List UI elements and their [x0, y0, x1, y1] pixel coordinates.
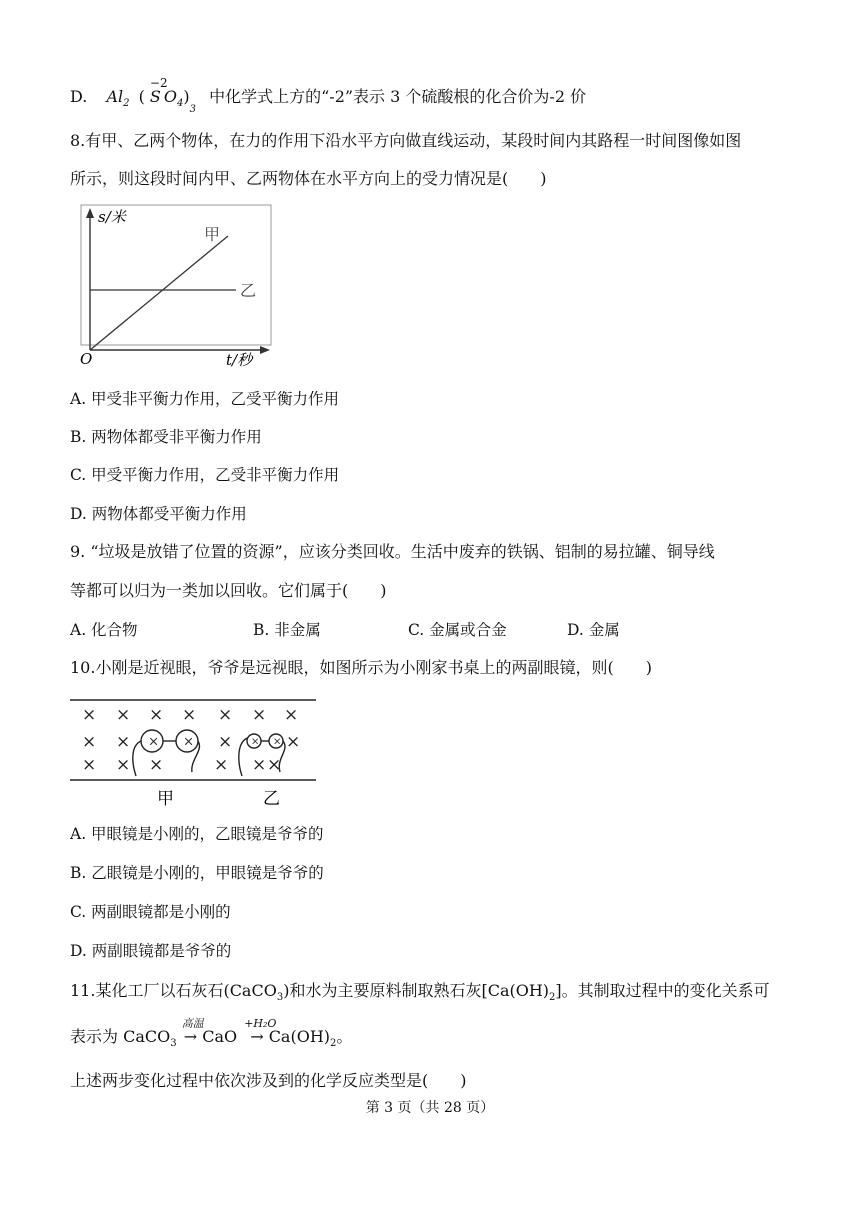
- origin-label: O: [80, 350, 93, 368]
- q8-option-a: A. 甲受非平衡力作用，乙受平衡力作用: [70, 390, 340, 408]
- q9-stem-line-2: 等都可以归为一类加以回收。它们属于( ): [70, 581, 387, 600]
- graph-frame: [81, 205, 271, 345]
- q11-sub-1: 3: [276, 992, 284, 1004]
- figure-label-jia: 甲: [157, 789, 174, 809]
- cross-mark: ×: [286, 732, 301, 752]
- cross-mark: ×: [116, 705, 131, 725]
- option-letter: D.: [70, 87, 88, 106]
- lens-cross-mark: ×: [273, 736, 282, 748]
- figure-label-yi: 乙: [263, 789, 280, 809]
- cross-mark: ×: [218, 732, 233, 752]
- cross-mark: ×: [116, 732, 131, 752]
- cross-mark: ×: [82, 755, 97, 775]
- formula-charge: −2: [149, 76, 168, 90]
- cross-mark: ×: [82, 732, 97, 752]
- y-axis-arrow: [86, 208, 94, 218]
- q11-equation-line: [70, 1017, 353, 1055]
- arrow-2: →: [250, 1027, 264, 1046]
- cross-mark: ×: [284, 705, 299, 725]
- label-jia: 甲: [204, 225, 221, 244]
- q9-option-d: D. 金属: [567, 621, 620, 639]
- page-footer: 第 3 页（共 28 页）: [365, 1100, 495, 1116]
- q7-option-d: [70, 76, 587, 116]
- eq-prefix: 表示为 CaCO: [70, 1027, 171, 1046]
- eq-sub-1: 3: [170, 1038, 177, 1050]
- q11-question: 上述两步变化过程中依次涉及到的化学反应类型是( ): [70, 1071, 467, 1090]
- q8-st-graph: [76, 200, 276, 368]
- q10-option-b: B. 乙眼镜是小刚的，甲眼镜是爷爷的: [70, 864, 324, 882]
- q10-glasses-figure: [70, 694, 320, 810]
- formula-paren-left: (: [138, 87, 145, 106]
- cross-mark: ×: [252, 705, 267, 725]
- q8-stem-line-1: 8.有甲、乙两个物体，在力的作用下沿水平方向做直线运动，某段时间内其路程一时间图像如图: [70, 131, 742, 150]
- cross-mark: ×: [214, 755, 229, 775]
- x-axis-arrow: [260, 346, 270, 354]
- q11-text-2: )和水为主要原料制取熟石灰[Ca(OH): [283, 981, 550, 1000]
- cross-mark: ×: [182, 705, 197, 725]
- arrow-label-water: +H₂O: [244, 1017, 277, 1030]
- eq-sub-2: 2: [330, 1038, 337, 1050]
- cross-mark: ×: [149, 705, 164, 725]
- cross-mark: ×: [267, 755, 282, 775]
- q10-stem: 10.小刚是近视眼，爷爷是远视眼，如图所示为小刚家书桌上的两副眼镜，则( ): [70, 658, 652, 677]
- eq-product: Ca(OH): [268, 1027, 331, 1046]
- arrow-label-high-temp: 高温: [181, 1017, 204, 1030]
- q9-stem-line-1: 9. “垃圾是放错了位置的资源”，应该分类回收。生活中废弃的铁锅、铝制的易拉罐、铜导线: [70, 542, 715, 561]
- arrow-1: →: [183, 1027, 198, 1046]
- q8-option-b: B. 两物体都受非平衡力作用: [70, 428, 262, 446]
- cross-mark: ×: [149, 755, 164, 775]
- q8-stem-line-2: 所示，则这段时间内甲、乙两物体在水平方向上的受力情况是( ): [70, 169, 547, 188]
- q11-text-3: ]。其制取过程中的变化关系可: [555, 981, 770, 1000]
- q9-option-c: C. 金属或合金: [408, 621, 507, 639]
- arrow-high-temp: [181, 1017, 204, 1048]
- lens-cross-mark: ×: [183, 734, 195, 750]
- lens-cross-mark: ×: [148, 734, 160, 750]
- q10-option-d: D. 两副眼镜都是爷爷的: [70, 942, 232, 960]
- formula-al2-so4-3: [106, 76, 197, 116]
- eq-cao: CaO: [202, 1027, 243, 1046]
- q8-option-d: D. 两物体都受平衡力作用: [70, 505, 247, 523]
- eq-end: 。: [336, 1027, 353, 1046]
- formula-o: O: [163, 87, 178, 106]
- x-axis-label: t/秒: [226, 351, 253, 368]
- formula-paren-right: ): [183, 87, 190, 106]
- cross-mark: ×: [116, 755, 131, 775]
- q11-stem-line-1: [70, 980, 770, 1009]
- lens-cross-mark: ×: [251, 736, 260, 748]
- cross-mark: ×: [82, 705, 97, 725]
- y-axis-label: s/米: [98, 208, 126, 226]
- q9-option-b: B. 非金属: [253, 621, 321, 639]
- formula-o-sub: 4: [177, 98, 184, 110]
- formula-al-sub: 2: [123, 98, 130, 110]
- option-text: 中化学式上方的“-2”表示 3 个硫酸根的化合价为-2 价: [209, 87, 587, 106]
- q11-text-1: 11.某化工厂以石灰石(CaCO: [70, 981, 277, 1000]
- q9-option-a: A. 化合物: [70, 621, 138, 639]
- label-yi: 乙: [240, 281, 257, 300]
- formula-s-with-charge: [149, 76, 168, 108]
- line-jia: [90, 236, 228, 350]
- q11-sub-2: 2: [549, 992, 556, 1004]
- cross-mark: ×: [218, 705, 233, 725]
- formula-outer-sub: 3: [189, 104, 197, 116]
- q8-option-c: C. 甲受平衡力作用，乙受非平衡力作用: [70, 466, 340, 484]
- cross-mark: ×: [252, 755, 267, 775]
- q10-option-c: C. 两副眼镜都是小刚的: [70, 903, 231, 921]
- q10-option-a: A. 甲眼镜是小刚的，乙眼镜是爷爷的: [70, 825, 324, 843]
- cross-marks: [82, 705, 300, 775]
- formula-al: Al: [106, 87, 124, 106]
- arrow-add-water: [244, 1017, 277, 1048]
- formula-s: S: [149, 87, 161, 106]
